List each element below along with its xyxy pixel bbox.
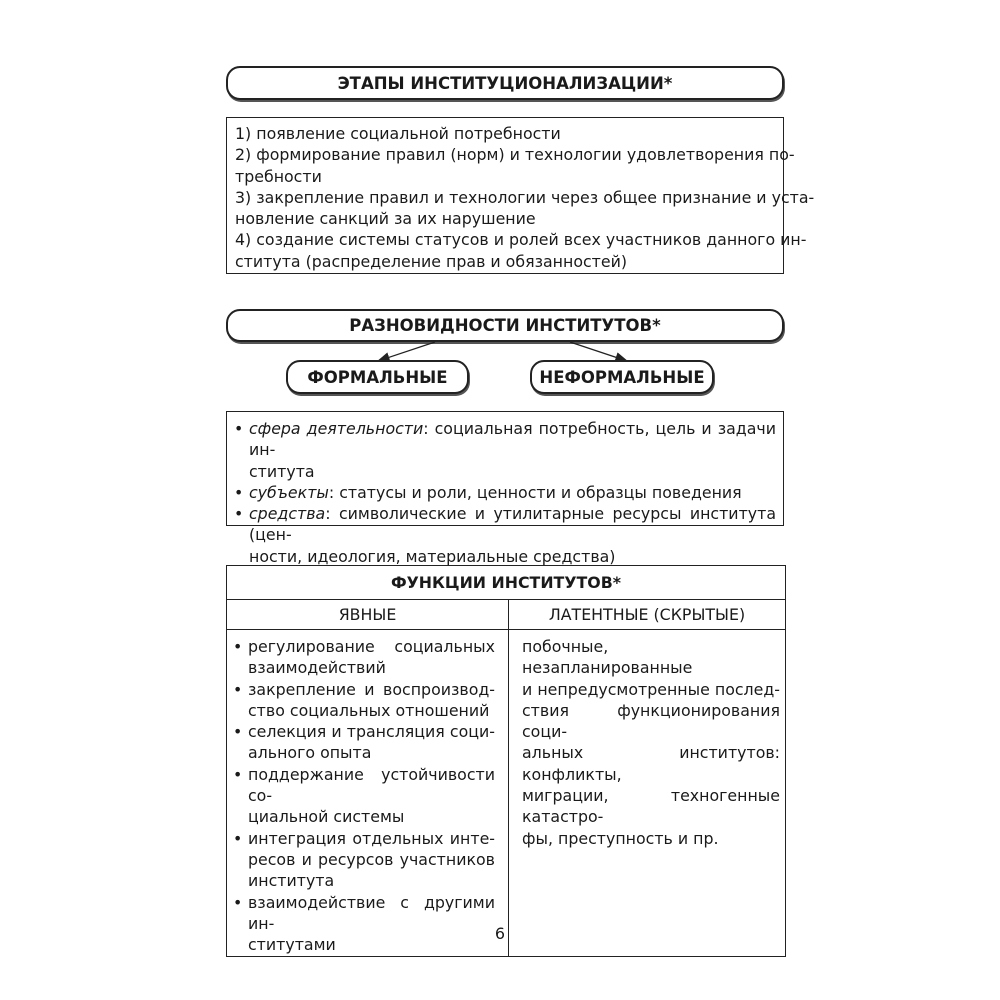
functions-title: ФУНКЦИИ ИНСТИТУТОВ*	[227, 566, 786, 600]
explicit-function-line: • закрепление и воспроизвод-	[248, 679, 495, 699]
stages-title-text: ЭТАПЫ ИНСТИТУЦИОНАЛИЗАЦИИ*	[337, 73, 673, 93]
stage-line: новление санкций за их нарушение	[235, 209, 536, 229]
variety-line	[249, 503, 776, 546]
latent-line: миграции, техногенные катастро-	[522, 786, 780, 827]
latent-line: ствия функционирования соци-	[522, 700, 780, 742]
arrow-to-formal	[378, 342, 435, 361]
latent-cell	[509, 630, 786, 957]
explicit-function-line: циальной системы	[248, 807, 405, 827]
variety-line	[249, 482, 776, 503]
explicit-function-line: ститутами	[248, 935, 336, 955]
stage-line: 3) закрепление правил и технологии через общее признание и уста-	[235, 187, 815, 207]
formal-box	[286, 360, 469, 394]
explicit-function-item	[232, 636, 495, 679]
explicit-function-line: института	[248, 871, 335, 891]
variety-item	[233, 503, 776, 567]
explicit-function-line: • интеграция отдельных инте-	[248, 828, 495, 848]
page-number: 6	[494, 924, 506, 943]
explicit-function-item	[232, 828, 495, 892]
explicit-function-item	[232, 679, 495, 722]
varieties-box	[226, 411, 784, 566]
arrow-to-informal	[570, 342, 627, 361]
variety-desc: : социальная потребность, цель и задачи ин-	[249, 419, 776, 460]
explicit-cell	[227, 630, 509, 957]
functions-table	[226, 565, 786, 957]
latent-line: фы, преступность и пр.	[522, 828, 719, 848]
explicit-function-line: • селекция и трансляция соци-	[248, 722, 495, 742]
variety-desc: : символические и утилитарные ресурсы института (цен-	[249, 504, 776, 545]
latent-line: и непредусмотренные послед-	[522, 679, 780, 699]
variety-item	[233, 482, 776, 503]
variety-desc-cont: ности, идеология, материальные средства)	[249, 546, 616, 566]
variety-term: субъекты	[249, 482, 329, 502]
explicit-function-line: взаимодействий	[248, 658, 386, 678]
explicit-function-item	[232, 764, 495, 828]
variety-desc-cont: ститута	[249, 461, 315, 481]
explicit-function-item	[232, 721, 495, 764]
explicit-function-line: • поддержание устойчивости со-	[248, 764, 495, 806]
explicit-function-line: ство социальных отношений	[248, 700, 490, 720]
variety-term: средства	[249, 504, 326, 524]
explicit-function-line: ресов и ресурсов участников	[248, 849, 495, 869]
explicit-function-line: • регулирование социальных	[248, 637, 495, 656]
formal-label: ФОРМАЛЬНЫЕ	[307, 367, 448, 387]
latent-text	[510, 631, 784, 849]
latent-line: побочные, незапланированные	[522, 637, 693, 678]
variety-line	[249, 418, 776, 461]
varieties-title-text: РАЗНОВИДНОСТИ ИНСТИТУТОВ*	[349, 316, 661, 335]
stage-line: ститута (распределение прав и обязанностей)	[235, 251, 628, 271]
explicit-header: ЯВНЫЕ	[227, 600, 509, 630]
explicit-list	[232, 636, 495, 955]
functions-table-wrap	[226, 565, 786, 957]
informal-label: НЕФОРМАЛЬНЫЕ	[539, 367, 705, 387]
latent-line: альных институтов: конфликты,	[522, 743, 780, 784]
latent-header: ЛАТЕНТНЫЕ (СКРЫТЫЕ)	[509, 600, 786, 630]
varieties-list	[233, 418, 776, 567]
variety-desc: : статусы и роли, ценности и образцы поведения	[328, 482, 742, 502]
explicit-function-line: • взаимодействие с другими ин-	[248, 892, 495, 933]
stage-line: 1) появление социальной потребности	[235, 124, 561, 143]
variety-item	[233, 418, 776, 482]
stage-line: 2) формирование правил (норм) и технологии удовлетворения по-	[235, 145, 795, 165]
stage-line: 4) создание системы статусов и ролей всех участников данного ин-	[235, 230, 807, 250]
variety-term: сфера деятельности	[249, 419, 424, 438]
stage-line: требности	[235, 166, 322, 186]
informal-box	[530, 360, 714, 394]
explicit-function-line: ального опыта	[248, 743, 372, 763]
